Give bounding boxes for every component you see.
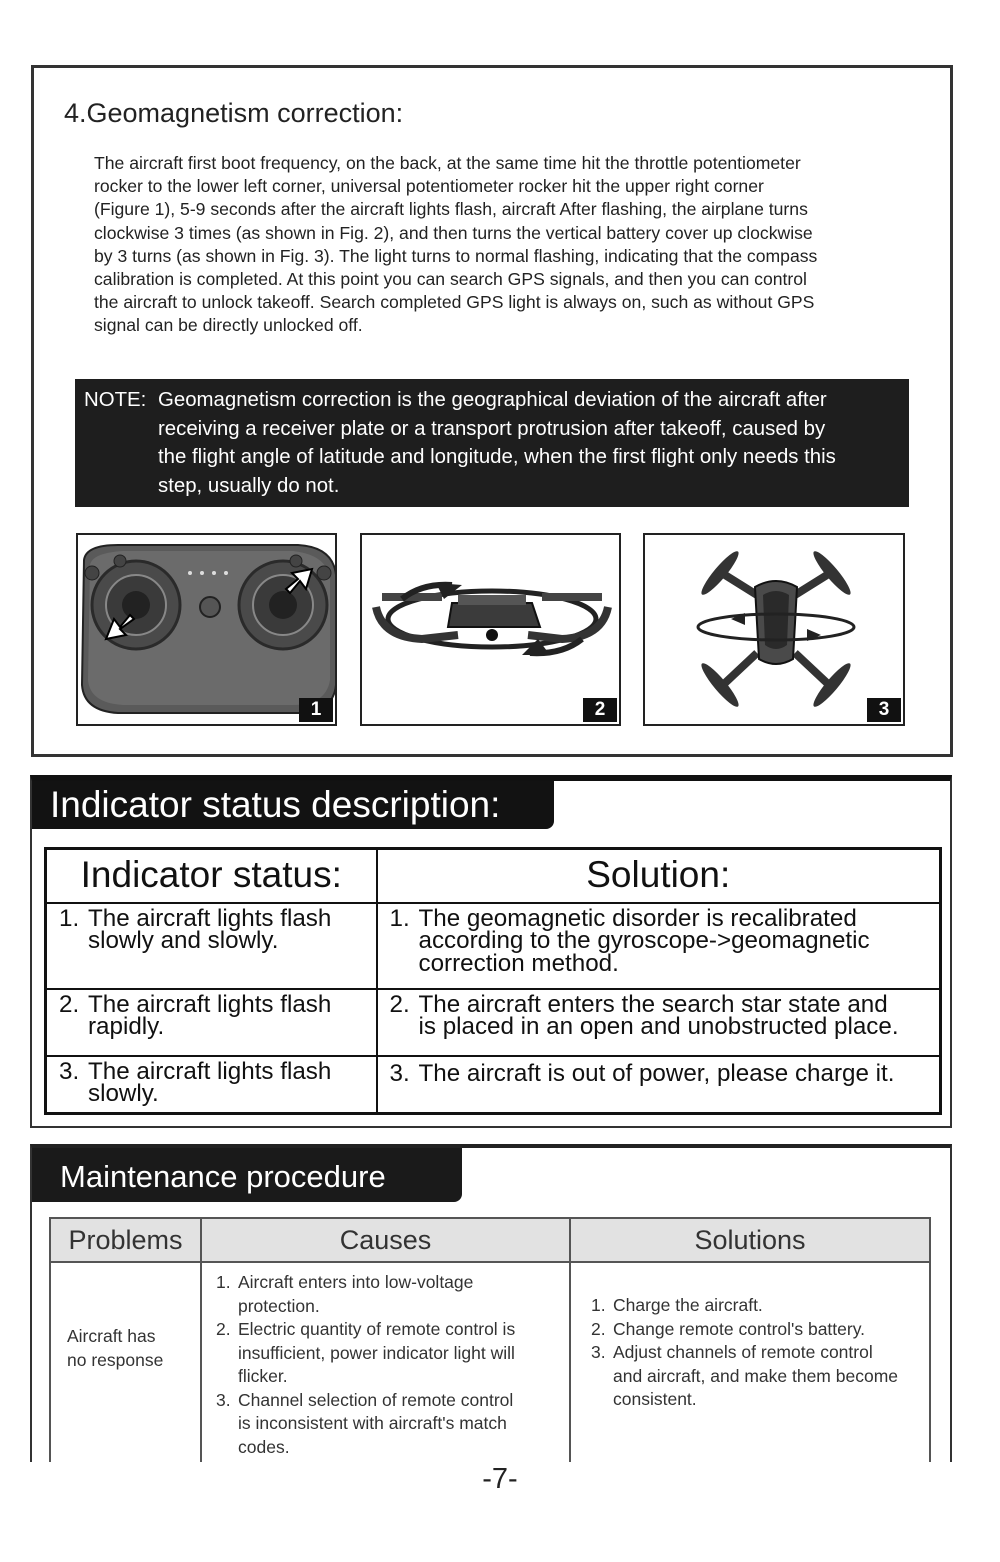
status-cell xyxy=(46,989,377,1056)
maintenance-table xyxy=(49,1217,931,1462)
solution-line: correction method. xyxy=(418,949,619,977)
header-problems: Problems xyxy=(50,1218,201,1262)
solution-line: The geomagnetic disorder is recalibrated xyxy=(418,904,857,932)
figure-number: 2 xyxy=(583,698,617,722)
item-number: 3. xyxy=(389,1059,410,1087)
note-line: step, usually do not. xyxy=(158,474,340,497)
indicator-section-title: Indicator status description: xyxy=(32,781,554,829)
solution-line: consistent. xyxy=(613,1389,697,1409)
item-number: 2. xyxy=(216,1319,231,1339)
table-row xyxy=(46,1056,941,1114)
solution-line: and aircraft, and make them become xyxy=(613,1365,899,1386)
table-header-row xyxy=(46,849,941,903)
item-number: 2. xyxy=(59,990,80,1018)
cause-line: protection. xyxy=(238,1295,320,1316)
figure-remote-controller xyxy=(76,533,337,726)
item-number: 2. xyxy=(591,1318,606,1339)
status-line: slowly and slowly. xyxy=(88,927,279,954)
item-number: 1. xyxy=(216,1272,231,1292)
drone-vertical-illustration xyxy=(645,535,905,726)
note-line: Geomagnetism correction is the geographical deviation of the aircraft after xyxy=(158,389,827,411)
solution-cell xyxy=(377,1056,941,1114)
note-label: NOTE: xyxy=(84,389,147,411)
problem-line: Aircraft has xyxy=(67,1326,156,1346)
body-line: signal can be directly unlocked off. xyxy=(94,315,363,336)
solutions-cell xyxy=(570,1262,930,1462)
solution-line: according to the gyroscope->geomagnetic xyxy=(418,927,870,954)
table-row xyxy=(46,903,941,989)
note-text xyxy=(158,386,903,500)
solution-line: Charge the aircraft. xyxy=(613,1295,763,1315)
table-row xyxy=(50,1262,930,1462)
note-line: the flight angle of latitude and longitude, when the first flight only needs this xyxy=(158,446,836,468)
cause-line: Electric quantity of remote control is xyxy=(238,1319,516,1339)
solution-line: The aircraft is out of power, please charge it. xyxy=(418,1059,895,1087)
header-solutions: Solutions xyxy=(570,1218,930,1262)
body-line: rocker to the lower left corner, universal potentiometer rocker hit the upper right corner xyxy=(94,176,764,197)
header-solution: Solution: xyxy=(377,849,941,903)
figure-drone-horizontal-rotation xyxy=(360,533,621,726)
cause-line: Aircraft enters into low-voltage xyxy=(238,1272,474,1292)
header-causes: Causes xyxy=(201,1218,570,1262)
figure-number: 1 xyxy=(299,698,333,722)
figure-number: 3 xyxy=(867,698,901,722)
item-number: 2. xyxy=(389,990,410,1018)
note-box xyxy=(75,379,909,507)
body-line: the aircraft to unlock takeoff. Search completed GPS light is always on, such as without GPS xyxy=(94,292,815,313)
problem-line: no response xyxy=(67,1349,164,1370)
item-number: 1. xyxy=(389,904,410,932)
item-number: 3. xyxy=(591,1342,606,1362)
body-line: The aircraft first boot frequency, on the back, at the same time hit the throttle potentiometer xyxy=(94,153,801,173)
status-line: slowly. xyxy=(88,1080,159,1107)
table-header-row xyxy=(50,1218,930,1262)
figure-drone-vertical-rotation xyxy=(643,533,905,726)
indicator-section xyxy=(30,775,952,1128)
body-line: calibration is completed. At this point you can search GPS signals, and then you can control xyxy=(94,269,807,290)
geomagnetism-section xyxy=(31,65,953,757)
status-line: rapidly. xyxy=(88,1013,165,1040)
cause-line: insufficient, power indicator light will xyxy=(238,1342,515,1363)
status-line: The aircraft lights flash xyxy=(88,904,332,932)
cause-line: Channel selection of remote control xyxy=(238,1389,514,1410)
indicator-table xyxy=(44,847,942,1115)
causes-cell xyxy=(201,1262,570,1462)
solution-cell xyxy=(377,903,941,989)
geomagnetism-body xyxy=(94,152,904,338)
item-number: 3. xyxy=(216,1389,231,1410)
status-line: The aircraft lights flash xyxy=(88,1057,332,1085)
geomagnetism-title: 4.Geomagnetism correction: xyxy=(64,98,404,128)
body-line: by 3 turns (as shown in Fig. 3). The light turns to normal flashing, indicating that the compass xyxy=(94,245,818,266)
maintenance-section-title: Maintenance procedure xyxy=(32,1148,462,1202)
note-line: receiving a receiver plate or a transport protrusion after takeoff, caused by xyxy=(158,417,826,440)
cause-line: flicker. xyxy=(238,1366,288,1386)
page-number: -7- xyxy=(482,1463,518,1495)
item-number: 3. xyxy=(59,1057,80,1085)
solution-line: Adjust channels of remote control xyxy=(613,1342,873,1362)
cause-line: is inconsistent with aircraft's match xyxy=(238,1413,507,1433)
item-number: 1. xyxy=(591,1295,606,1315)
maintenance-section xyxy=(30,1144,952,1462)
table-row xyxy=(46,989,941,1056)
header-indicator-status: Indicator status: xyxy=(46,849,377,903)
body-line: clockwise 3 times (as shown in Fig. 2), and then turns the vertical battery cover up clockwise xyxy=(94,222,813,243)
status-cell xyxy=(46,903,377,989)
solution-cell xyxy=(377,989,941,1056)
status-line: The aircraft lights flash xyxy=(88,990,332,1018)
solution-line: The aircraft enters the search star state and xyxy=(418,990,888,1018)
cause-line: codes. xyxy=(238,1436,290,1457)
solution-line: is placed in an open and unobstructed place. xyxy=(418,1013,899,1040)
solution-line: Change remote control's battery. xyxy=(613,1318,866,1339)
body-line: (Figure 1), 5-9 seconds after the aircraft lights flash, aircraft After flashing, the airplane turns xyxy=(94,199,808,220)
problem-cell xyxy=(50,1262,201,1462)
item-number: 1. xyxy=(59,904,80,932)
status-cell xyxy=(46,1056,377,1114)
